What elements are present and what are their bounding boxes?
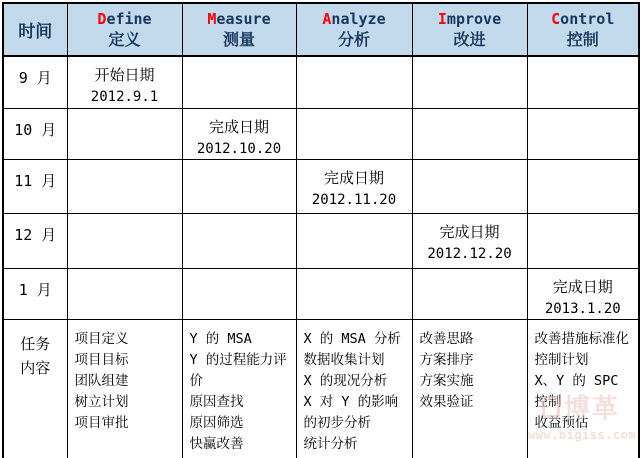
empty-cell (67, 213, 182, 268)
phase-define-initial: D (97, 9, 107, 28)
month-row-december (3, 213, 639, 268)
task-item: 快赢改善 (189, 435, 244, 452)
phase-improve-zh: 改进 (453, 29, 486, 49)
task-item: X、Y 的 SPC 控制 (534, 372, 619, 410)
empty-cell (296, 56, 412, 108)
task-item: Y 的 MSA (189, 330, 252, 347)
tasks-row-header (3, 319, 67, 458)
empty-cell (67, 159, 182, 213)
phase-measure-initial: M (207, 9, 217, 28)
phase-header-define (67, 3, 182, 56)
tasks-control (527, 319, 639, 458)
empty-cell (67, 268, 182, 319)
task-item: 收益预估 (534, 414, 589, 431)
task-item: 控制计划 (534, 351, 589, 368)
empty-cell (527, 56, 639, 108)
tasks-header-line: 任务 (20, 334, 51, 353)
milestone-cell-control (527, 268, 639, 319)
tasks-analyze (296, 319, 412, 458)
phase-header-improve (412, 3, 527, 56)
task-item: 原因筛选 (189, 414, 244, 431)
empty-cell (412, 108, 527, 159)
milestone-date: 2012.11.20 (311, 191, 397, 208)
month-label: 11 月 (3, 159, 67, 213)
milestone-label: 完成日期 (323, 168, 384, 187)
month-label: 10 月 (3, 108, 67, 159)
task-item: 方案实施 (419, 372, 474, 389)
watermark-url: www.bigiss.com (528, 428, 637, 442)
task-item: X 的 MSA 分析 (303, 330, 401, 347)
phase-header-analyze (296, 3, 412, 56)
milestone-cell-define (67, 56, 182, 108)
task-item: 项目定义 (74, 330, 129, 347)
month-label: 1 月 (3, 268, 67, 319)
phase-analyze-en (297, 9, 412, 29)
empty-cell (412, 56, 527, 108)
milestone-date: 2012.12.20 (427, 245, 512, 262)
task-item: 数据收集计划 (303, 351, 385, 368)
phase-define-zh: 定义 (108, 29, 141, 49)
task-item: Y 的过程能力评价 (189, 351, 287, 389)
tasks-header-line: 内容 (20, 358, 51, 377)
task-item: 效果验证 (419, 393, 474, 410)
task-item: X 对 Y 的影响的初步分析 (303, 393, 399, 431)
empty-cell (412, 159, 527, 213)
task-item: 团队组建 (74, 372, 129, 389)
phase-measure-rest: easure (216, 9, 271, 28)
milestone-label: 完成日期 (439, 222, 500, 241)
phase-define-en (68, 9, 182, 29)
phase-improve-en (413, 9, 527, 29)
month-row-september (3, 56, 639, 108)
empty-cell (296, 108, 412, 159)
task-item: 原因查找 (189, 393, 244, 410)
tasks-row (3, 319, 639, 458)
dmaic-schedule-table (2, 2, 640, 458)
milestone-cell-improve (412, 213, 527, 268)
milestone-label: 完成日期 (208, 117, 269, 136)
milestone-label: 完成日期 (552, 277, 613, 296)
milestone-date: 2012.9.1 (90, 89, 159, 105)
empty-cell (412, 268, 527, 319)
header-row (3, 3, 639, 56)
task-item: 统计分析 (303, 435, 358, 452)
task-item: 方案排序 (419, 351, 474, 368)
time-column-header (3, 3, 67, 56)
milestone-date: 2012.10.20 (196, 140, 282, 157)
empty-cell (182, 159, 296, 213)
empty-cell (527, 108, 639, 159)
task-item: 改善措施标准化 (534, 330, 629, 347)
task-item: 树立计划 (74, 393, 129, 410)
tasks-measure (182, 319, 296, 458)
month-row-november (3, 159, 639, 213)
empty-cell (527, 159, 639, 213)
phase-control-en (528, 9, 639, 29)
phase-define-rest: efine (106, 9, 152, 28)
empty-cell (527, 213, 639, 268)
milestone-label: 开始日期 (94, 66, 155, 84)
empty-cell (182, 213, 296, 268)
empty-cell (296, 213, 412, 268)
empty-cell (182, 56, 296, 108)
month-label: 9 月 (3, 56, 67, 108)
phase-header-measure (182, 3, 296, 56)
month-label: 12 月 (3, 213, 67, 268)
phase-analyze-initial: A (322, 9, 332, 28)
empty-cell (182, 268, 296, 319)
phase-control-zh: 控制 (566, 29, 599, 49)
month-row-october (3, 108, 639, 159)
task-item: 改善思路 (419, 330, 474, 347)
phase-improve-initial: I (437, 9, 447, 28)
milestone-cell-analyze (296, 159, 412, 213)
phase-control-rest: ontrol (560, 9, 615, 28)
tasks-define (67, 319, 182, 458)
phase-analyze-rest: nalyze (331, 9, 386, 28)
task-item: X 的现况分析 (303, 372, 388, 389)
task-item: 项目审批 (74, 414, 129, 431)
time-column-label: 时间 (18, 22, 53, 42)
phase-improve-rest: mprove (446, 9, 502, 28)
phase-measure-zh: 测量 (222, 29, 255, 49)
milestone-cell-measure (182, 108, 296, 159)
milestone-date: 2013.1.20 (544, 300, 621, 317)
month-row-january (3, 268, 639, 319)
empty-cell (296, 268, 412, 319)
tasks-improve (412, 319, 527, 458)
task-item: 项目目标 (74, 351, 129, 368)
phase-header-control (527, 3, 639, 56)
empty-cell (67, 108, 182, 159)
phase-control-initial: C (551, 9, 561, 28)
phase-measure-en (183, 9, 296, 29)
watermark-brand-text: 博革 (563, 394, 620, 424)
phase-analyze-zh: 分析 (337, 29, 370, 49)
